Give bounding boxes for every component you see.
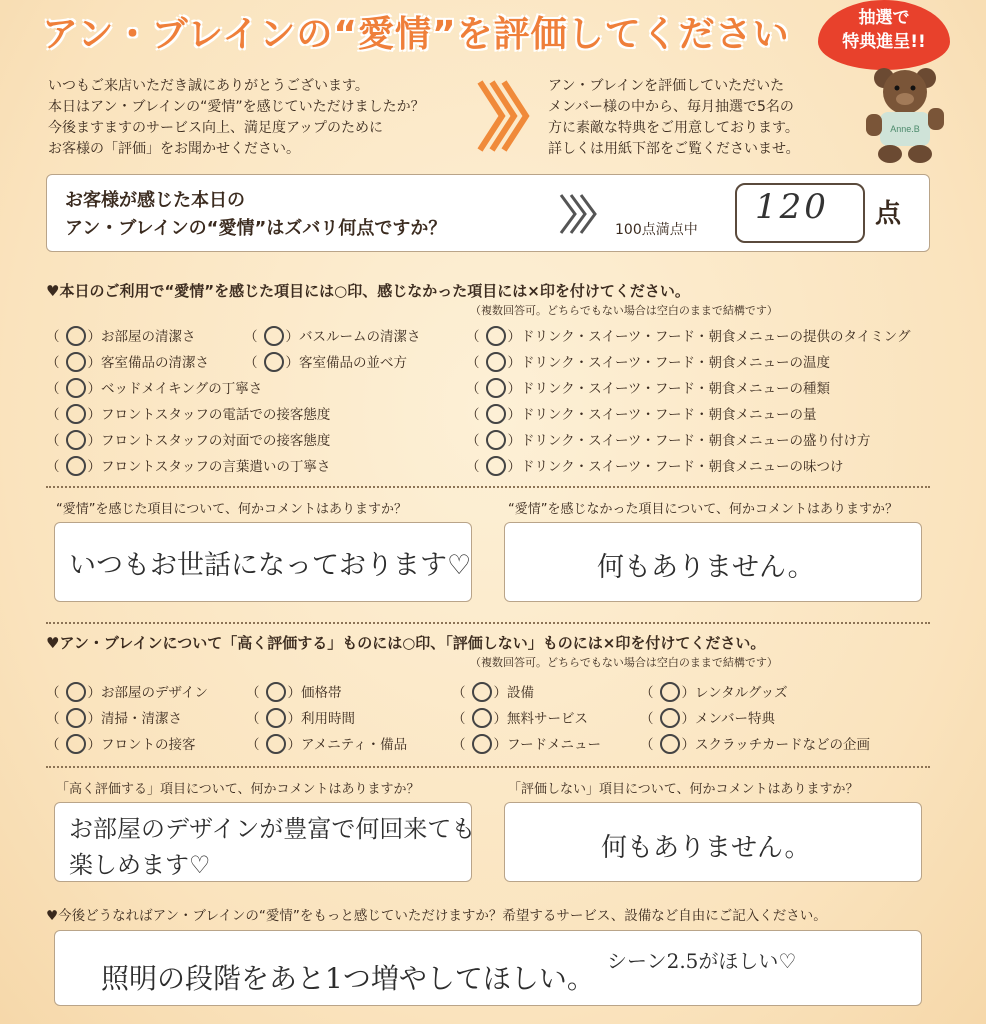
handwritten-comment: お部屋のデザインが豊富で何回来ても — [69, 815, 476, 843]
circle-mark-icon — [66, 708, 86, 728]
prize-line: メンバー様の中から、毎月抽選で5名の — [548, 99, 794, 115]
circle-mark-icon — [660, 734, 680, 754]
divider — [46, 486, 930, 488]
divider — [46, 766, 930, 768]
circle-mark-icon — [472, 682, 492, 702]
section2-heading: ♥アン・ブレインについて「高く評価する」ものには○印、「評価しない」ものには×印を付けてください。 — [46, 634, 766, 652]
page-title: アン・ブレインの“愛情”を評価してください — [42, 14, 790, 55]
score-value: 120 — [755, 187, 829, 227]
circle-mark-icon — [660, 708, 680, 728]
circle-mark-icon — [266, 682, 286, 702]
checklist-item[interactable]: （ ）ドリンク・スイーツ・フード・朝食メニューの種類 — [466, 378, 830, 400]
handwritten-comment: 照明の段階をあと1つ増やしてほしい。 — [101, 962, 595, 995]
section1-note: （複数回答可。どちらでもない場合は空白のままで結構です） — [470, 304, 778, 317]
checklist-item[interactable]: （ ）客室備品の清潔さ — [46, 352, 209, 374]
item-label: 客室備品の並べ方 — [299, 355, 407, 371]
section2-note: （複数回答可。どちらでもない場合は空白のままで結構です） — [470, 656, 778, 669]
item-label: ベッドメイキングの丁寧さ — [101, 381, 263, 397]
comment-box-high[interactable] — [54, 802, 476, 882]
item-label: フードメニュー — [507, 737, 601, 753]
circle-mark-icon — [486, 378, 506, 398]
score-question-line-2: アン・ブレインの“愛情”はズバリ何点ですか？ — [65, 218, 447, 239]
item-label: アメニティ・備品 — [301, 737, 408, 753]
item-label: スクラッチカードなどの企画 — [695, 737, 870, 753]
item-label: ドリンク・スイーツ・フード・朝食メニューの味つけ — [521, 459, 844, 475]
intro-line: 本日はアン・ブレインの“愛情”を感じていただけましたか？ — [48, 99, 425, 115]
final-question: ♥今後どうなればアン・ブレインの“愛情”をもっと感じていただけますか？希望するサービス、設備など自由にご記入ください。 — [46, 908, 827, 924]
item-label: ドリンク・スイーツ・フード・朝食メニューの温度 — [521, 355, 831, 371]
checklist-item[interactable]: （ ）ドリンク・スイーツ・フード・朝食メニューの量 — [466, 404, 817, 426]
item-label: ドリンク・スイーツ・フード・朝食メニューの種類 — [521, 381, 831, 397]
circle-mark-icon — [66, 404, 86, 424]
intro-line: お客様の「評価」をお聞かせください。 — [48, 141, 300, 157]
comment-label-high: 「高く評価する」項目について、何かコメントはありますか？ — [56, 782, 420, 797]
item-label: お部屋のデザイン — [101, 685, 209, 701]
item-label: ドリンク・スイーツ・フード・朝食メニューの盛り付け方 — [521, 433, 871, 449]
circle-mark-icon — [266, 734, 286, 754]
item-label: フロントスタッフの電話での接客態度 — [101, 407, 331, 423]
comment-box-positive[interactable] — [54, 522, 472, 602]
chevron-right-icon — [476, 76, 530, 156]
score-question — [65, 187, 446, 243]
lottery-badge — [818, 0, 950, 70]
circle-mark-icon — [660, 682, 680, 702]
checklist-item[interactable]: （ ）お部屋のデザイン — [46, 682, 208, 704]
checklist-item[interactable]: （ ）スクラッチカードなどの企画 — [640, 734, 870, 756]
item-label: お部屋の清潔さ — [101, 329, 196, 345]
circle-mark-icon — [264, 326, 284, 346]
section1-heading: ♥本日のご利用で“愛情”を感じた項目には○印、感じなかった項目には×印を付けてください。 — [46, 282, 690, 300]
checklist-item[interactable]: （ ）無料サービス — [452, 708, 588, 730]
final-comment-box[interactable] — [54, 930, 922, 1006]
circle-mark-icon — [66, 682, 86, 702]
intro-line: いつもご来店いただき誠にありがとうございます。 — [48, 78, 369, 94]
circle-mark-icon — [66, 430, 86, 450]
score-question-line-1: お客様が感じた本日の — [65, 190, 245, 211]
checklist-item[interactable]: （ ）客室備品の並べ方 — [244, 352, 407, 374]
circle-mark-icon — [486, 456, 506, 476]
item-label: 利用時間 — [301, 711, 355, 727]
checklist-item[interactable]: （ ）利用時間 — [246, 708, 355, 730]
comment-box-negative[interactable] — [504, 522, 922, 602]
handwritten-comment: 何もありません。 — [597, 552, 815, 583]
teddy-bear-icon — [860, 64, 950, 164]
item-label: ドリンク・スイーツ・フード・朝食メニューの提供のタイミング — [521, 329, 911, 345]
comment-label-negative: “愛情”を感じなかった項目について、何かコメントはありますか？ — [508, 502, 898, 517]
score-unit: 点 — [875, 199, 902, 229]
circle-mark-icon — [472, 734, 492, 754]
item-label: フロントの接客 — [101, 737, 196, 753]
checklist-item[interactable]: （ ）ドリンク・スイーツ・フード・朝食メニューの温度 — [466, 352, 830, 374]
checklist-item[interactable]: （ ）清掃・清潔さ — [46, 708, 182, 730]
checklist-item[interactable]: （ ）フードメニュー — [452, 734, 601, 756]
handwritten-comment: 楽しめます♡ — [69, 851, 211, 879]
item-label: 設備 — [507, 685, 534, 701]
handwritten-comment: 何もありません。 — [601, 833, 811, 863]
score-panel — [46, 174, 930, 252]
prize-line: 詳しくは用紙下部をご覧くださいませ。 — [548, 141, 800, 157]
circle-mark-icon — [66, 734, 86, 754]
item-label: 価格帯 — [301, 685, 342, 701]
checklist-item[interactable]: （ ）ベッドメイキングの丁寧さ — [46, 378, 262, 400]
circle-mark-icon — [66, 352, 86, 372]
item-label: フロントスタッフの対面での接客態度 — [101, 433, 331, 449]
item-label: 無料サービス — [507, 711, 588, 727]
item-label: フロントスタッフの言葉遣いの丁寧さ — [101, 459, 331, 475]
checklist-item[interactable]: （ ）フロントの接客 — [46, 734, 196, 756]
checklist-item[interactable]: （ ）フロントスタッフの言葉遣いの丁寧さ — [46, 456, 330, 478]
item-label: バスルームの清潔さ — [299, 329, 421, 345]
checklist-item[interactable]: （ ）ドリンク・スイーツ・フード・朝食メニューの味つけ — [466, 456, 844, 478]
circle-mark-icon — [486, 430, 506, 450]
checklist-item[interactable]: （ ）価格帯 — [246, 682, 342, 704]
badge-line-1: 抽選で — [858, 8, 910, 28]
intro-line: 今後ますますのサービス向上、満足度アップのために — [48, 120, 384, 136]
checklist-item[interactable]: （ ）フロントスタッフの電話での接客態度 — [46, 404, 330, 426]
prize-line: アン・ブレインを評価していただいた — [548, 78, 785, 94]
circle-mark-icon — [472, 708, 492, 728]
badge-line-2: 特典進呈!! — [842, 32, 926, 52]
prize-line: 方に素敵な特典をご用意しております。 — [548, 120, 799, 136]
divider — [46, 622, 930, 624]
bear-shirt-text: Anne.B — [890, 124, 920, 134]
circle-mark-icon — [66, 326, 86, 346]
circle-mark-icon — [66, 456, 86, 476]
intro-text — [48, 76, 478, 160]
circle-mark-icon — [264, 352, 284, 372]
checklist-item[interactable]: （ ）設備 — [452, 682, 534, 704]
chevron-right-icon — [557, 191, 603, 237]
checklist-item[interactable]: （ ）お部屋の清潔さ — [46, 326, 196, 348]
comment-label-low: 「評価しない」項目について、何かコメントはありますか？ — [508, 782, 859, 797]
checklist-item[interactable]: （ ）フロントスタッフの対面での接客態度 — [46, 430, 330, 452]
handwritten-comment: いつもお世話になっております♡ — [69, 550, 472, 581]
checklist-item[interactable]: （ ）バスルームの清潔さ — [244, 326, 421, 348]
item-label: メンバー特典 — [695, 711, 776, 727]
score-input[interactable] — [735, 183, 865, 243]
checklist-item[interactable]: （ ）メンバー特典 — [640, 708, 775, 730]
score-max-label: 100点満点中 — [615, 222, 698, 238]
checklist-item[interactable]: （ ）レンタルグッズ — [640, 682, 788, 704]
circle-mark-icon — [266, 708, 286, 728]
item-label: 清掃・清潔さ — [101, 711, 182, 727]
circle-mark-icon — [66, 378, 86, 398]
handwritten-comment: シーン2.5がほしい♡ — [607, 949, 797, 973]
circle-mark-icon — [486, 326, 506, 346]
checklist-item[interactable]: （ ）ドリンク・スイーツ・フード・朝食メニューの提供のタイミング — [466, 326, 910, 348]
checklist-item[interactable]: （ ）ドリンク・スイーツ・フード・朝食メニューの盛り付け方 — [466, 430, 871, 452]
circle-mark-icon — [486, 352, 506, 372]
checklist-item[interactable]: （ ）アメニティ・備品 — [246, 734, 407, 756]
item-label: 客室備品の清潔さ — [101, 355, 209, 371]
item-label: ドリンク・スイーツ・フード・朝食メニューの量 — [521, 407, 817, 423]
circle-mark-icon — [486, 404, 506, 424]
comment-box-low[interactable] — [504, 802, 922, 882]
prize-text — [548, 76, 848, 160]
comment-label-positive: “愛情”を感じた項目について、何かコメントはありますか？ — [56, 502, 407, 517]
item-label: レンタルグッズ — [695, 685, 788, 701]
